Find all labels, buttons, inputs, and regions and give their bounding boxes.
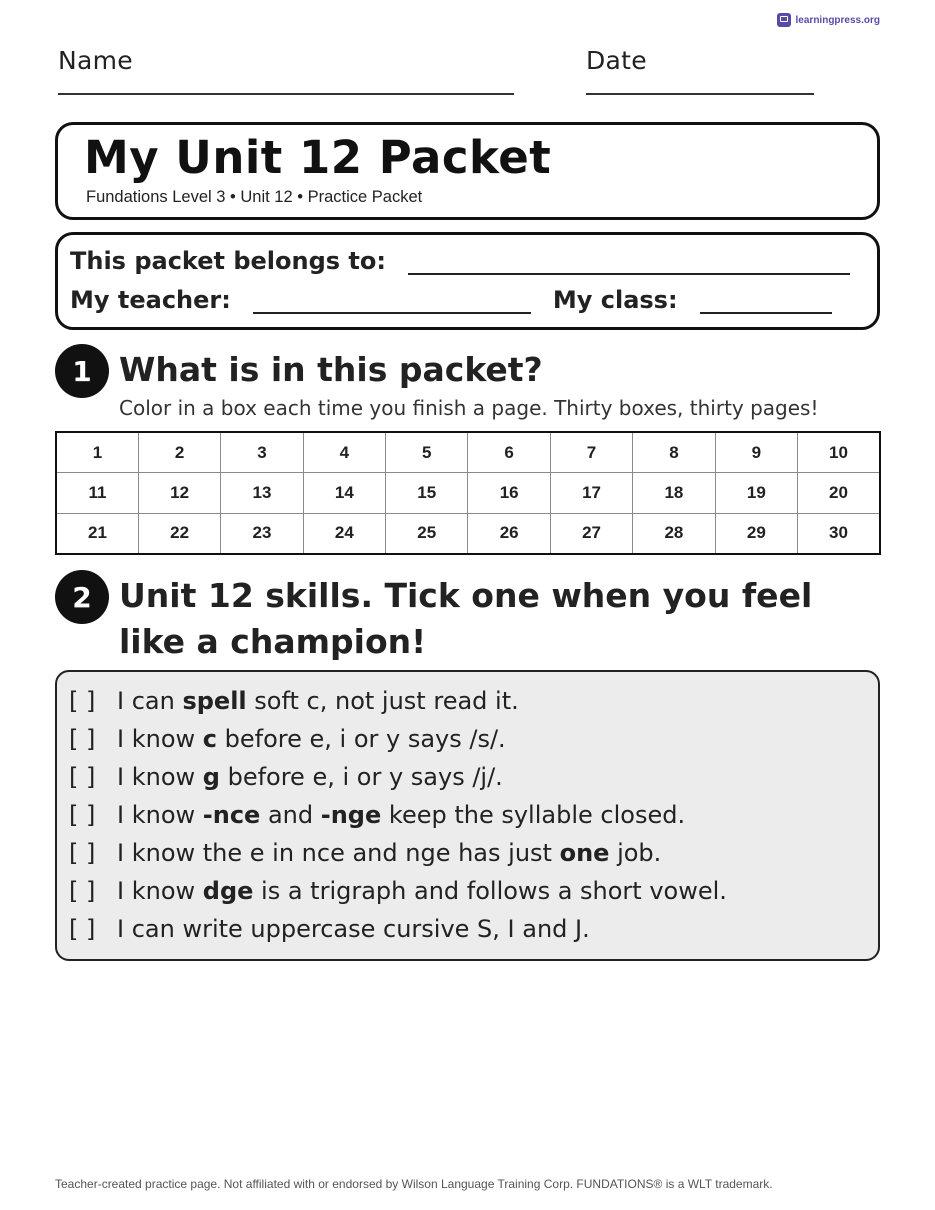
- skill-keyword: spell: [182, 687, 247, 715]
- page-box[interactable]: 24: [303, 513, 385, 554]
- name-label: Name: [58, 46, 133, 75]
- skill-checkbox[interactable]: [ ]: [69, 839, 96, 867]
- skill-item: [57, 758, 878, 796]
- teacher-label: My teacher:: [70, 286, 231, 314]
- page-box[interactable]: 15: [386, 473, 468, 513]
- skill-text: I know the e in nce and nge has just: [117, 839, 560, 867]
- grid-row: [56, 513, 880, 554]
- skill-item: [57, 796, 878, 834]
- date-field: [586, 46, 814, 95]
- page-box[interactable]: 12: [138, 473, 220, 513]
- page-box[interactable]: 13: [221, 473, 303, 513]
- footer-disclaimer: Teacher-created practice page. Not affiliated with or endorsed by Wilson Language Training Corp. FUNDATIONS® is a WLT trademark.: [55, 1177, 773, 1191]
- grid-row: [56, 473, 880, 513]
- page-box[interactable]: 22: [138, 513, 220, 554]
- page-box[interactable]: 10: [798, 432, 880, 473]
- grid-row: [56, 432, 880, 473]
- skills-checklist: [55, 670, 880, 961]
- teacher-line[interactable]: [253, 288, 531, 314]
- page-box[interactable]: 21: [56, 513, 138, 554]
- skill-keyword: one: [559, 839, 610, 867]
- skill-checkbox[interactable]: [ ]: [69, 801, 96, 829]
- skill-text: I know: [117, 801, 203, 829]
- page-tracker-grid: [55, 431, 881, 555]
- skill-checkbox[interactable]: [ ]: [69, 687, 96, 715]
- skill-keyword: dge: [202, 877, 254, 905]
- class-line[interactable]: [700, 288, 832, 314]
- class-label: My class:: [552, 286, 678, 314]
- title-box: [55, 122, 880, 220]
- section-1-badge: 1: [55, 344, 109, 398]
- section-2-badge: 2: [55, 570, 109, 624]
- section-1-description: Color in a box each time you finish a page. Thirty boxes, thirty pages!: [119, 396, 819, 420]
- page-title: My Unit 12 Packet: [84, 131, 552, 184]
- section-2-title: Unit 12 skills. Tick one when you feel like a champion!: [119, 576, 813, 661]
- page-box[interactable]: 17: [550, 473, 632, 513]
- skill-text: I know: [117, 763, 203, 791]
- date-label: Date: [586, 46, 647, 75]
- skill-text: keep the syllable closed.: [381, 801, 686, 829]
- page-box[interactable]: 18: [633, 473, 715, 513]
- page-box[interactable]: 26: [468, 513, 550, 554]
- ownership-box: [55, 232, 880, 330]
- name-field: [58, 46, 514, 95]
- skill-item: [57, 834, 878, 872]
- page-box[interactable]: 3: [221, 432, 303, 473]
- page-box[interactable]: 5: [386, 432, 468, 473]
- page-box[interactable]: 23: [221, 513, 303, 554]
- page-box[interactable]: 9: [715, 432, 797, 473]
- page-box[interactable]: 2: [138, 432, 220, 473]
- skill-item: [57, 682, 878, 720]
- page-box[interactable]: 8: [633, 432, 715, 473]
- page-box[interactable]: 20: [798, 473, 880, 513]
- skill-text: soft c, not just read it.: [246, 687, 519, 715]
- skill-keyword: -nce: [202, 801, 261, 829]
- skill-checkbox[interactable]: [ ]: [69, 725, 96, 753]
- teacher-class-row: [70, 286, 832, 314]
- date-line[interactable]: [586, 93, 814, 95]
- skill-keyword: g: [202, 763, 220, 791]
- skill-text: before e, i or y says /j/.: [219, 763, 503, 791]
- skill-item: [57, 872, 878, 910]
- page-box[interactable]: 4: [303, 432, 385, 473]
- skill-text: I know: [117, 725, 203, 753]
- skill-keyword: -nge: [320, 801, 382, 829]
- skill-text: and: [260, 801, 321, 829]
- skill-text: is a trigraph and follows a short vowel.: [253, 877, 727, 905]
- page-box[interactable]: 7: [550, 432, 632, 473]
- skill-text: I know: [117, 877, 203, 905]
- owner-row: [70, 247, 850, 275]
- page-box[interactable]: 6: [468, 432, 550, 473]
- skill-text: I can: [117, 687, 183, 715]
- skill-text: I can write uppercase cursive S, I and J.: [117, 915, 590, 943]
- page-box[interactable]: 27: [550, 513, 632, 554]
- skill-checkbox[interactable]: [ ]: [69, 915, 96, 943]
- skill-text: job.: [609, 839, 662, 867]
- page-box[interactable]: 19: [715, 473, 797, 513]
- page-box[interactable]: 16: [468, 473, 550, 513]
- page-subtitle: Fundations Level 3 • Unit 12 • Practice Packet: [86, 188, 423, 206]
- brand-logo: [777, 13, 880, 27]
- skill-text: before e, i or y says /s/.: [217, 725, 506, 753]
- page-box[interactable]: 11: [56, 473, 138, 513]
- skill-checkbox[interactable]: [ ]: [69, 877, 96, 905]
- page-box[interactable]: 25: [386, 513, 468, 554]
- section-1-title: What is in this packet?: [119, 350, 543, 389]
- skill-item: [57, 910, 878, 948]
- name-line[interactable]: [58, 93, 514, 95]
- owner-label: This packet belongs to:: [70, 247, 386, 275]
- page-box[interactable]: 29: [715, 513, 797, 554]
- skill-keyword: c: [202, 725, 217, 753]
- page-box[interactable]: 1: [56, 432, 138, 473]
- page-box[interactable]: 30: [798, 513, 880, 554]
- owner-line[interactable]: [408, 249, 850, 275]
- skill-checkbox[interactable]: [ ]: [69, 763, 96, 791]
- book-icon: [777, 13, 791, 27]
- page-box[interactable]: 28: [633, 513, 715, 554]
- skill-item: [57, 720, 878, 758]
- page-box[interactable]: 14: [303, 473, 385, 513]
- brand-name: learningpress.org: [795, 14, 880, 26]
